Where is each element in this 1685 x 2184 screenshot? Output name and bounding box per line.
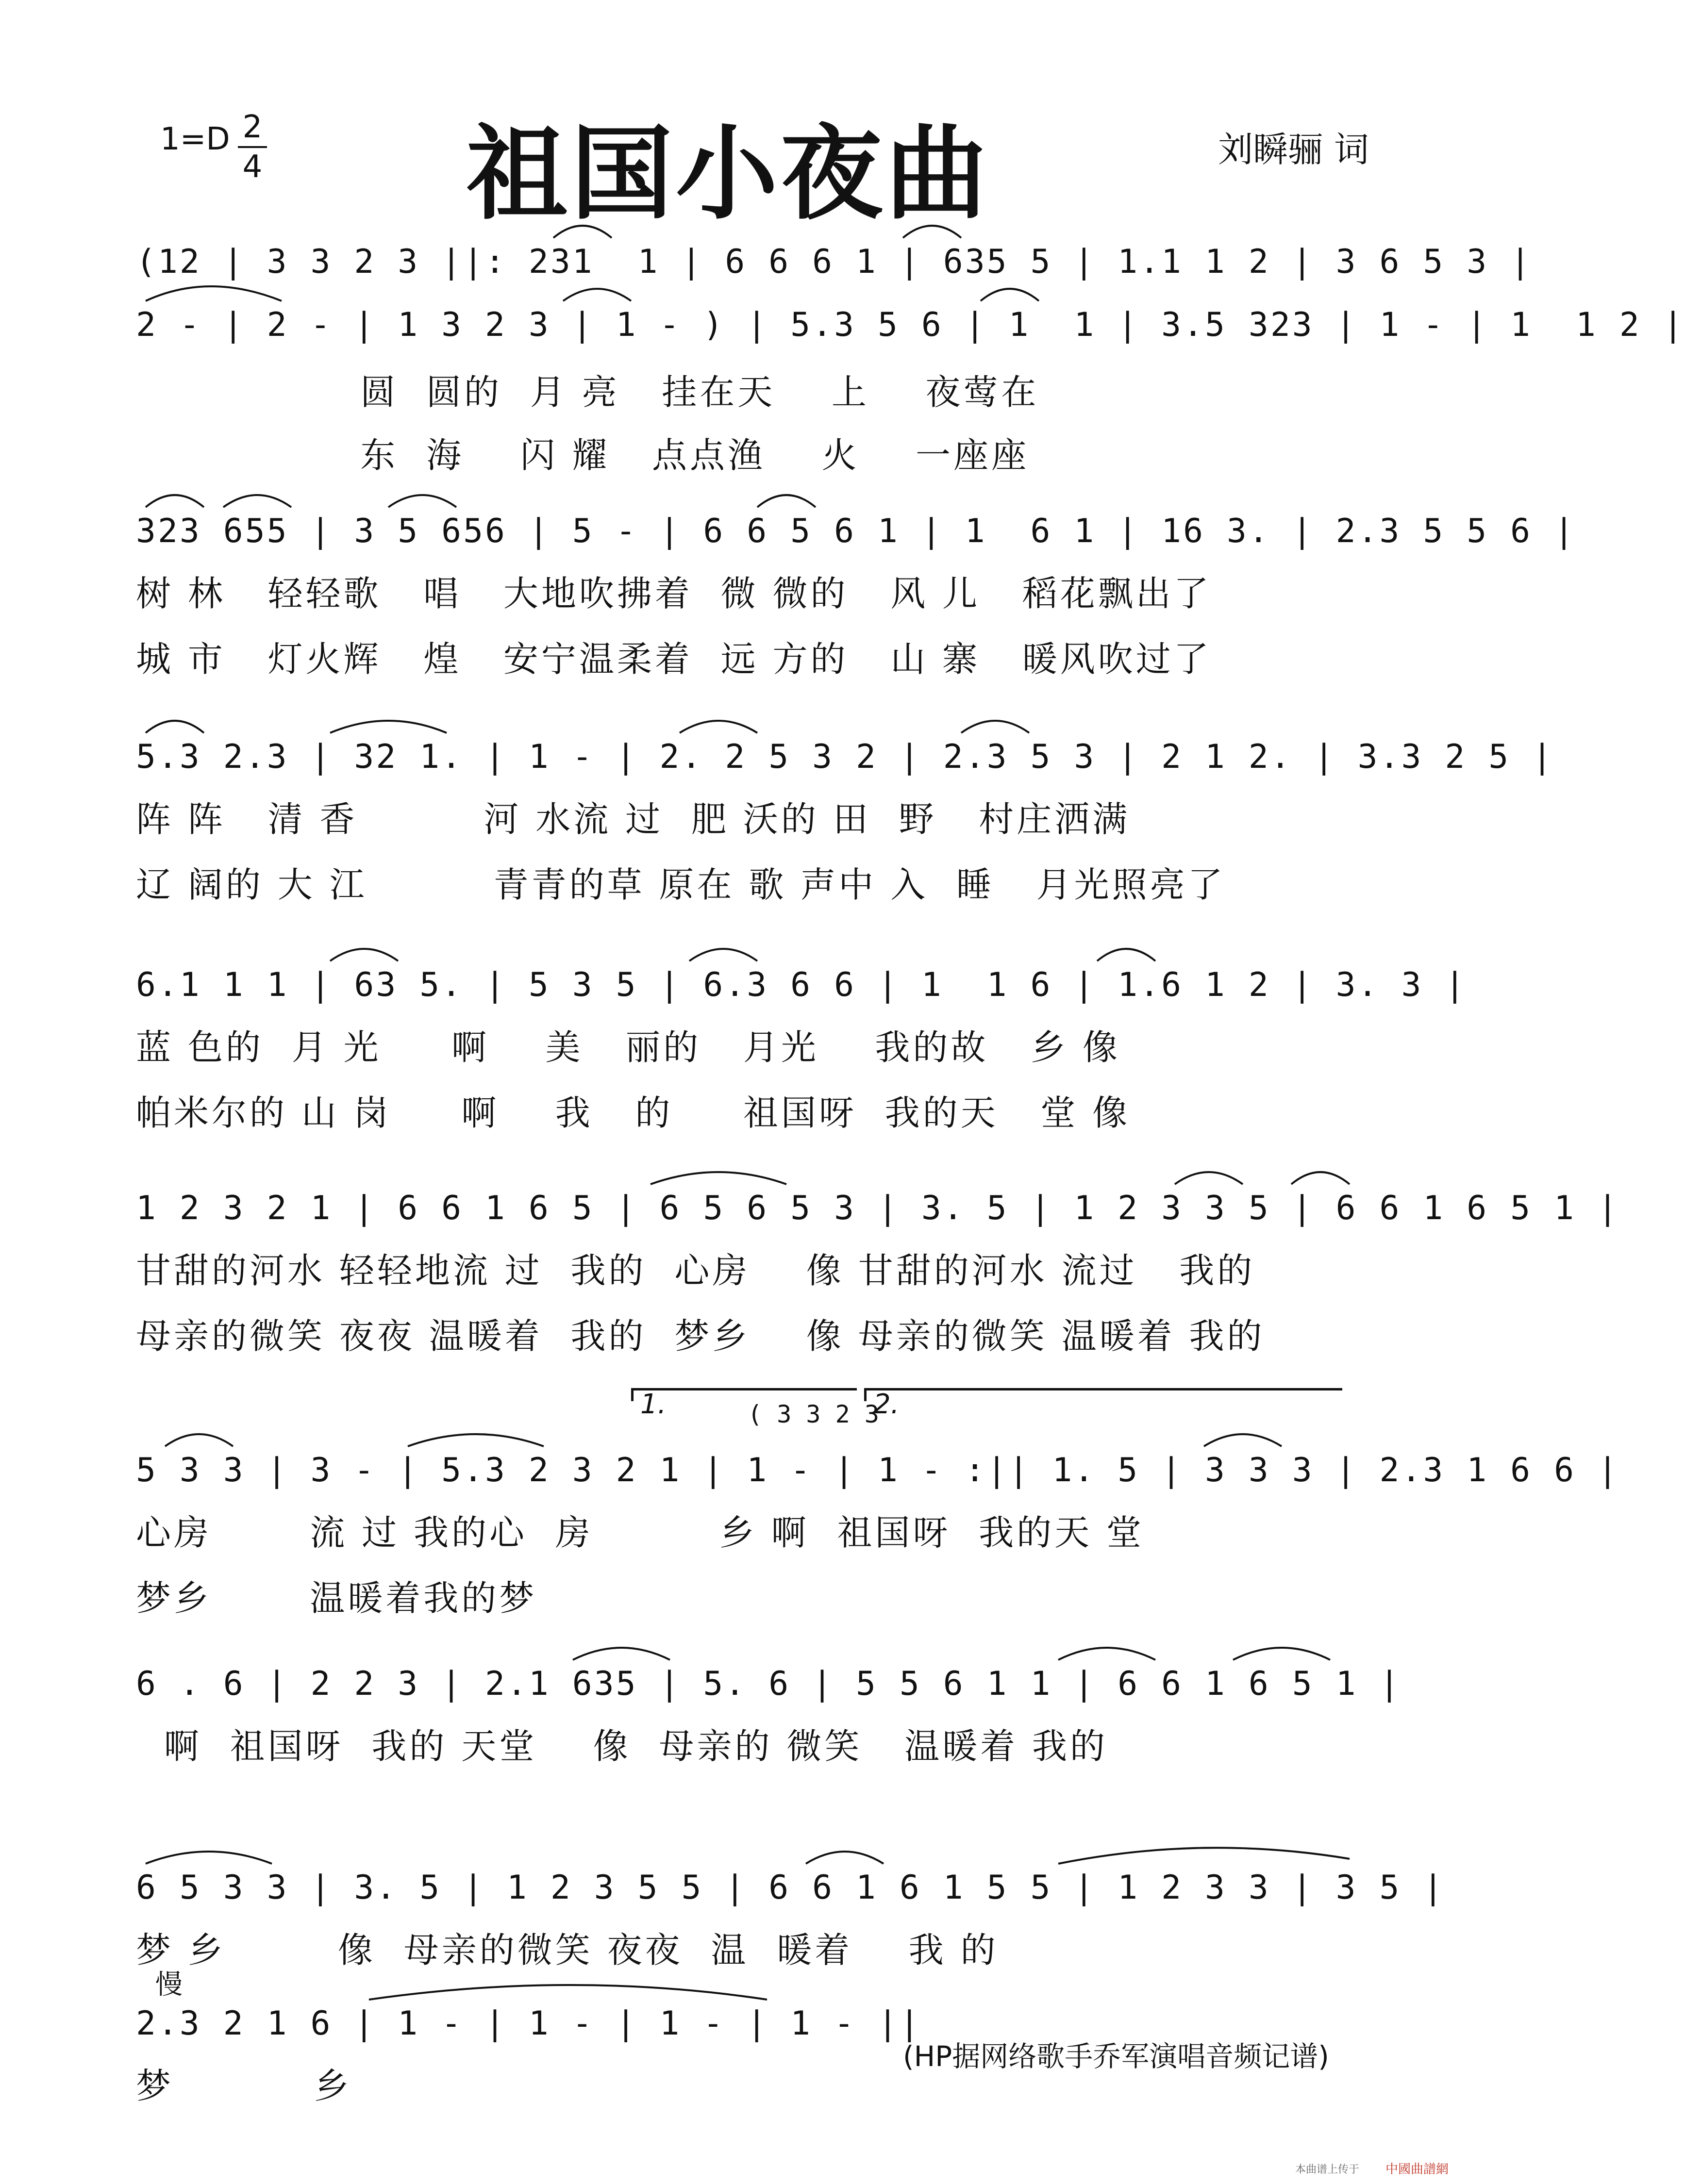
second-ending-label: 2. (873, 1389, 900, 1420)
lyric-verse-2: 东 海 闪 耀 点点渔 火 一座座 (136, 435, 1030, 476)
notation-line: 1 2 3 2 1 | 6 6 1 6 5 | 6 5 6 5 3 | 3. 5 | 1 2 3 3 5 | 6 6 1 6 5 1 | (136, 1189, 1619, 1227)
time-denominator: 4 (242, 149, 263, 185)
lyric-verse-1: 心房 流 过 我的心 房 乡 啊 祖国呀 我的天 堂 (136, 1512, 1145, 1553)
lyric-verse-2: 母亲的微笑 夜夜 温暖着 我的 梦乡 像 母亲的微笑 温暖着 我的 (136, 1316, 1265, 1357)
notation-line: 5 3 3 | 3 - | 5.3 2 3 2 1 | 1 - | 1 - :|| 1. 5 | 3 3 3 | 2.3 1 6 6 | (136, 1451, 1619, 1489)
notation-line: 2 - | 2 - | 1 3 2 3 | 1 - ) | 5.3 5 6 | 1 1 | 3.5 323 | 1 - | 1 1 2 | (136, 306, 1685, 344)
key-signature: 1=D (160, 121, 230, 157)
lyric-verse-1: 甘甜的河水 轻轻地流 过 我的 心房 像 甘甜的河水 流过 我的 (136, 1250, 1255, 1291)
first-ending-label: 1. (640, 1389, 667, 1420)
transcription-note: (HP据网络歌手乔军演唱音频记谱) (903, 2040, 1329, 2073)
lyric-verse-1: 阵 阵 清 香 河 水流 过 肥 沃的 田 野 村庄洒满 (136, 799, 1131, 840)
notation-line: 6.1 1 1 | 63 5. | 5 3 5 | 6.3 6 6 | 1 1 6 | 1.6 1 2 | 3. 3 | (136, 966, 1467, 1004)
notation-line: 5.3 2.3 | 32 1. | 1 - | 2. 2 5 3 2 | 2.3 5 3 | 2 1 2. | 3.3 2 5 | (136, 738, 1554, 776)
upload-caption: 本曲谱上传于 (1295, 2164, 1359, 2176)
lyric-verse-2: 梦乡 温暖着我的梦 (136, 1578, 537, 1619)
lyric-verse-1: 树 林 轻轻歌 唱 大地吹拂着 微 微的 风 儿 稻花飘出了 (136, 573, 1212, 614)
time-numerator: 2 (242, 109, 263, 145)
notation-line: 2.3 2 1 6 | 1 - | 1 - | 1 - | 1 - || (136, 2004, 921, 2043)
notation-line: 323 655 | 3 5 656 | 5 - | 6 6 5 6 1 | 1 6 1 | 16 3. | 2.3 5 5 6 | (136, 512, 1576, 550)
lyric-verse-1: 梦 乡 (136, 2066, 352, 2106)
lyric-verse-1: 啊 祖国呀 我的 天堂 像 母亲的 微笑 温暖着 我的 (136, 1726, 1108, 1767)
notation-line: 6 5 3 3 | 3. 5 | 1 2 3 5 5 | 6 6 1 6 1 5 5 | 1 2 3 3 | 3 5 | (136, 1869, 1445, 1907)
notation-line: 6 . 6 | 2 2 3 | 2.1 635 | 5. 6 | 5 5 6 1 1 | 6 6 1 6 5 1 | (136, 1665, 1401, 1703)
lyric-verse-2: 城 市 灯火辉 煌 安宁温柔着 远 方的 山 寨 暖风吹过了 (136, 639, 1212, 679)
lyric-verse-1: 蓝 色的 月 光 啊 美 丽的 月光 我的故 乡 像 (136, 1027, 1120, 1068)
lyric-verse-2: 帕米尔的 山 岗 啊 我 的 祖国呀 我的天 堂 像 (136, 1092, 1131, 1133)
cue-notes: ( 3 3 2 3 (748, 1400, 879, 1428)
second-ending-bracket (864, 1388, 1342, 1420)
lyric-verse-2: 辽 阔的 大 江 青青的草 原在 歌 声中 入 睡 月光照亮了 (136, 864, 1226, 905)
lyricist: 刘瞬骊 词 (1218, 129, 1369, 170)
lyric-verse-1: 圆 圆的 月 亮 挂在天 上 夜莺在 (136, 372, 1039, 413)
song-title: 祖国小夜曲 (466, 114, 990, 233)
lyric-verse-1: 梦 乡 像 母亲的微笑 夜夜 温 暖着 我 的 (136, 1930, 999, 1970)
site-logo: 中國曲譜網 (1385, 2162, 1449, 2177)
tempo-marking: 慢 (155, 1969, 183, 2001)
notation-line: (12 | 3 3 2 3 ||: 231 1 | 6 6 6 1 | 635 5 | 1.1 1 2 | 3 6 5 3 | (136, 243, 1533, 281)
